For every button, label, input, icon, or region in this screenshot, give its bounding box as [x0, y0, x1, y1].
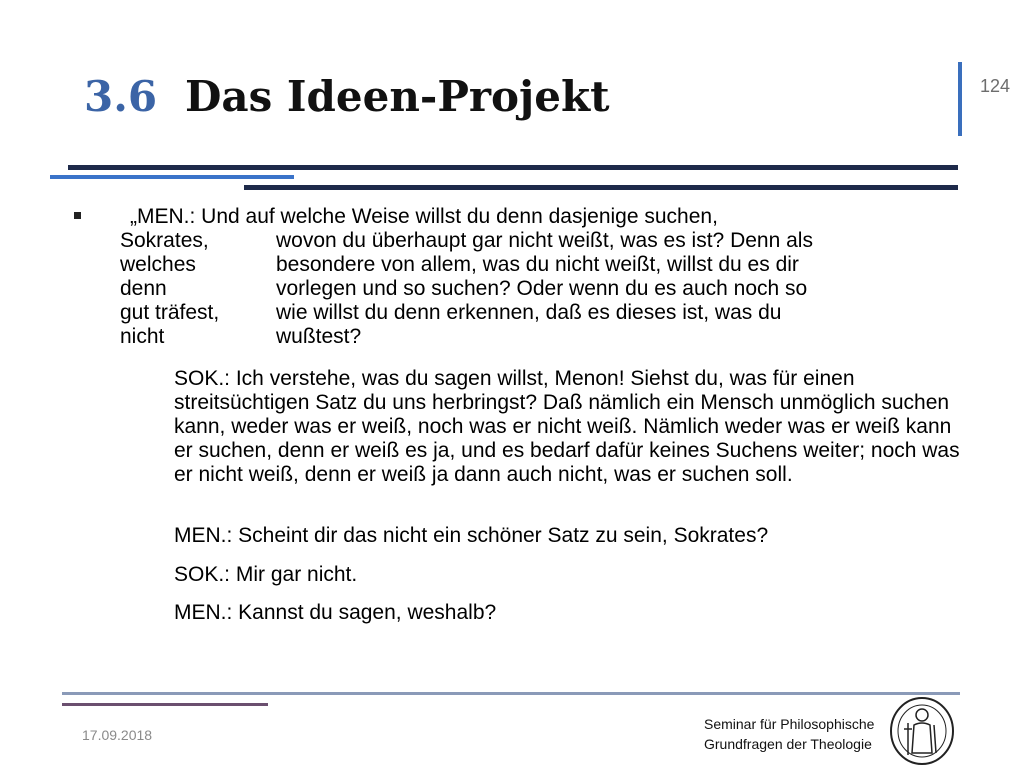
quote-row-right: wußtest? [276, 325, 362, 348]
quote-row-right: besondere von allem, was du nicht weißt, willst du es dir [276, 253, 799, 276]
quote-row [120, 253, 960, 277]
footer-rule-accent [62, 703, 268, 706]
quote-row-left: welches [120, 253, 196, 276]
quote-row-left: gut träfest, [120, 301, 220, 324]
footer-rule [62, 692, 960, 695]
quote-row-right: wie willst du denn erkennen, daß es dieses ist, was du [276, 301, 782, 324]
title-divider [958, 62, 962, 136]
quote-first-line: „MEN.: Und auf welche Weise willst du denn dasjenige suchen, [130, 205, 718, 228]
university-seal-icon [888, 695, 956, 767]
page-number: 124 [980, 76, 1011, 96]
header-rule-accent [50, 175, 294, 179]
section-number: 3.6 [84, 72, 158, 121]
seminar-name [704, 714, 874, 754]
quote-row-right: vorlegen und so suchen? Oder wenn du es auch noch so [276, 277, 808, 300]
quote-row [120, 277, 960, 301]
seminar-line-1: Seminar für Philosophische [704, 716, 875, 732]
dialogue-men-2: MEN.: Scheint dir das nicht ein schöner Satz zu sein, Sokrates? [174, 524, 769, 547]
header-rule-bottom [244, 185, 958, 190]
quote-row-left: nicht [120, 325, 165, 348]
dialogue-sok-2: SOK.: Mir gar nicht. [174, 563, 358, 586]
header-rule-top [68, 165, 958, 170]
seminar-line-2: Grundfragen der Theologie [704, 736, 872, 752]
quote-row-left: Sokrates, [120, 229, 209, 252]
quote-row-left: denn [120, 277, 167, 300]
dialogue-men-3: MEN.: Kannst du sagen, weshalb? [174, 601, 497, 624]
footer-date: 17.09.2018 [82, 727, 153, 743]
quote-row [120, 325, 960, 349]
slide-title: Das Ideen-Projekt [185, 72, 610, 121]
quote-row [120, 229, 960, 253]
quote-row [120, 301, 960, 325]
dialogue-sok-1: SOK.: Ich verstehe, was du sagen willst, Menon! Siehst du, was für einen streitsüchtigen Satz du uns herbringst? Daß nämlich ein Mensch unmöglich suchen kann, weder was er weiß, noch was er nicht weiß. Nämlich weder was er weiß kann er suchen, denn er weiß es ja, und es bedarf dafür keines Suchens weiter; noch was er nicht weiß, denn er weiß ja dann auch nicht, was er suchen soll. [174, 367, 960, 486]
bullet-icon [74, 212, 81, 219]
quote-row-right: wovon du überhaupt gar nicht weißt, was es ist? Denn als [276, 229, 813, 252]
quote-block [120, 205, 960, 349]
